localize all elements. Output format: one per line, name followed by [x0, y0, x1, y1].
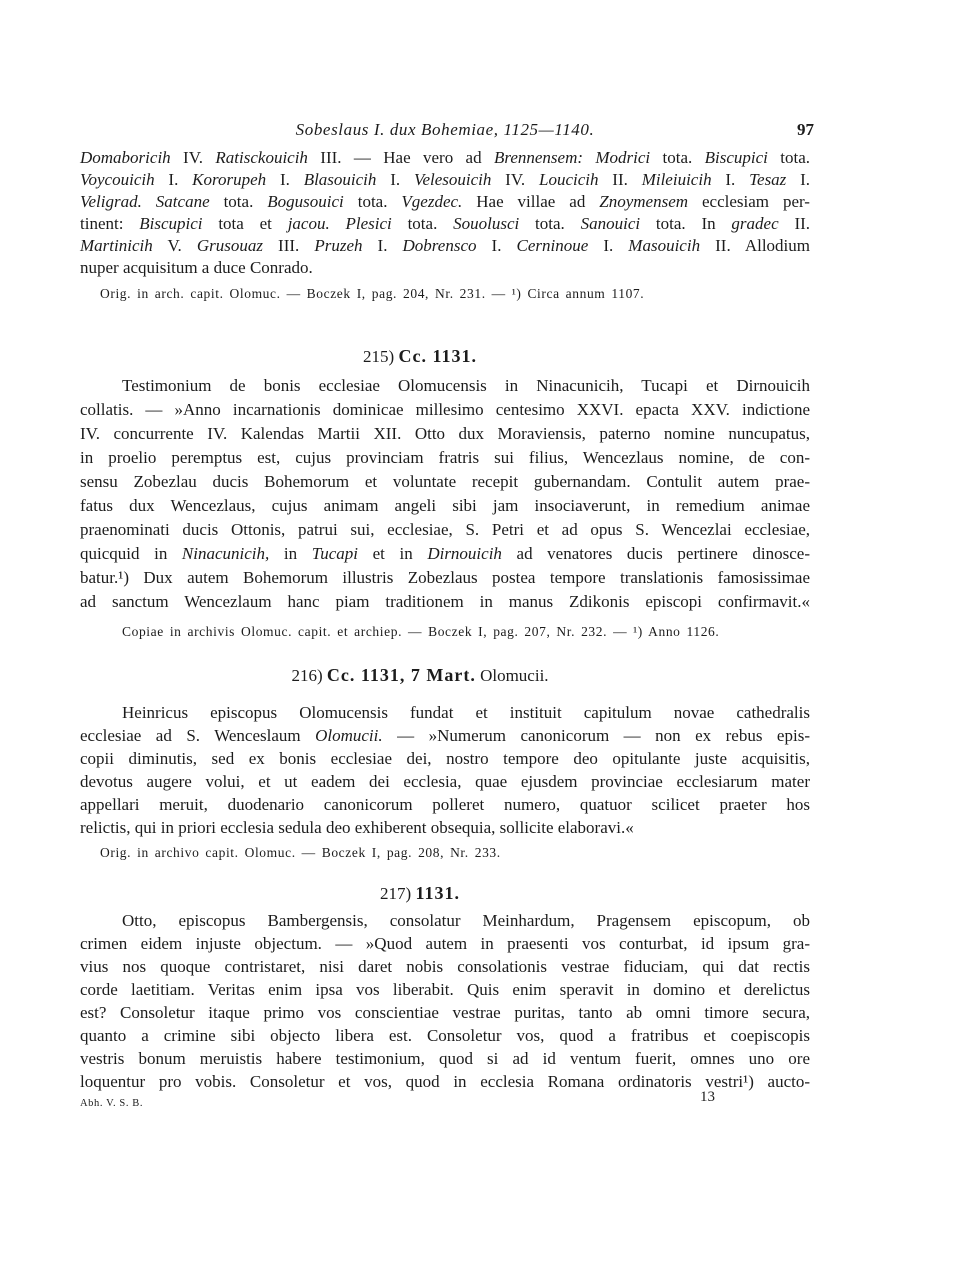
- text-segment: Olomucii.: [475, 666, 549, 685]
- text-segment: ecclesiam per-: [688, 192, 810, 211]
- text-line: [80, 191, 810, 213]
- text-segment: tota. In: [640, 214, 732, 233]
- text-line: [80, 978, 810, 1001]
- text-segment: III. — Hae vero ad: [307, 148, 494, 167]
- bold-text: 1131.: [415, 883, 460, 903]
- text-segment: est? Consoletur itaque primo vos conscientiae vestrae puritas, tanto ab omni timore secura,: [80, 1003, 810, 1022]
- text-segment: I.: [266, 170, 304, 189]
- text-segment: Otto, episcopus Bambergensis, consolatur Meinhardum, Pragensem episcopum, ob: [122, 911, 810, 930]
- text-segment: I.: [711, 170, 750, 189]
- italic-text: Znoymensem: [599, 192, 689, 211]
- text-line: [80, 169, 810, 191]
- italic-text: Voycouicih: [80, 170, 155, 189]
- text-segment: appellari meruit, duodenario canonicorum polleret numero, quatuor scilicet praeter hos: [80, 795, 810, 814]
- footer-signature: Abh. V. S. B.: [80, 1098, 144, 1109]
- text-line: [80, 494, 810, 518]
- text-segment: praenominati ducis Ottonis, patrui sui, ecclesiae, S. Petri et ad opus S. Wencezlai ecclesiae,: [80, 520, 810, 539]
- bold-text: Cc. 1131, 7 Mart.: [326, 665, 476, 685]
- italic-text: Blasouicih: [303, 170, 377, 189]
- italic-text: Souolusci: [453, 214, 520, 233]
- italic-text: Velesouicih: [413, 170, 492, 189]
- italic-text: jacou. Plesici: [287, 214, 392, 233]
- document-paragraph-216: [80, 701, 810, 839]
- italic-text: Pruzeh: [314, 236, 363, 255]
- text-segment: vius nos quoque contristaret, nisi daret nobis consolationis vestrae fiduciam, qui dat rectis: [80, 957, 810, 976]
- italic-text: Vgezdec.: [401, 192, 463, 211]
- text-segment: IV.: [491, 170, 539, 189]
- text-segment: II.: [598, 170, 642, 189]
- italic-text: Dobrensco: [402, 236, 477, 255]
- italic-text: Ratisckouicih: [215, 148, 308, 167]
- text-line: [80, 147, 810, 169]
- text-segment: in: [269, 544, 312, 563]
- text-line: [80, 1001, 810, 1024]
- text-segment: 215): [363, 347, 399, 366]
- text-segment: II. Allodium: [700, 236, 810, 255]
- document-heading-215: [80, 345, 760, 368]
- text-line: [80, 590, 810, 614]
- text-line: [80, 398, 810, 422]
- text-segment: vestris bonum meruistis habere testimonium, quod si ad id ventum fuerit, omnes uno ore: [80, 1049, 810, 1068]
- italic-text: Loucicih: [539, 170, 599, 189]
- text-segment: 217): [380, 884, 416, 903]
- italic-text: Brennensem: Modrici: [493, 148, 651, 167]
- text-segment: I.: [154, 170, 193, 189]
- document-paragraph-215: [80, 374, 810, 614]
- italic-text: Cerninoue: [516, 236, 589, 255]
- sheet-number: 13: [700, 1089, 715, 1105]
- text-segment: IV. concurrente IV. Kalendas Martii XII. Otto dux Moraviensis, paterno nomine nuncupatus,: [80, 424, 810, 443]
- text-segment: et in: [358, 544, 428, 563]
- text-segment: quanto a crimine sibi objecto libera est. Consoletur vos, quod a fratribus et coepiscopis: [80, 1026, 810, 1045]
- italic-text: Martinicih: [80, 236, 153, 255]
- document-heading-216: [80, 664, 760, 687]
- text-segment: I.: [362, 236, 403, 255]
- text-segment: I.: [786, 170, 811, 189]
- text-line: [80, 793, 810, 816]
- italic-text: Kororupeh: [192, 170, 267, 189]
- text-segment: tota.: [650, 148, 705, 167]
- text-segment: sensu Zobezlau ducis Bohemorum et voluntate recepit gubernandam. Contulit autem prae-: [80, 472, 810, 491]
- text-line: [80, 257, 810, 279]
- text-segment: III.: [262, 236, 315, 255]
- text-line: [80, 518, 810, 542]
- text-segment: batur.¹) Dux autem Bohemorum illustris Zobezlaus postea tempore translationis famosissimae: [80, 568, 810, 587]
- italic-text: Grusouaz: [196, 236, 263, 255]
- text-segment: I.: [588, 236, 629, 255]
- text-segment: quicquid in: [80, 544, 182, 563]
- text-line: [80, 909, 810, 932]
- text-segment: I.: [476, 236, 517, 255]
- text-line: [80, 770, 810, 793]
- text-segment: tinent:: [80, 214, 140, 233]
- document-heading-217: [80, 882, 760, 905]
- text-line: [80, 374, 810, 398]
- text-line: [80, 701, 810, 724]
- text-line: [80, 213, 810, 235]
- text-segment: fatus dux Wencezlaus, cujus animam angeli sibi jam insociaverunt, in remedium animae: [80, 496, 810, 515]
- text-line: [80, 932, 810, 955]
- italic-text: Mileiuicih: [641, 170, 712, 189]
- italic-text: Dirnouicih: [427, 544, 502, 563]
- text-segment: copii diminutis, sed ex bonis ecclesiae dei, nostro tempore deo opitulante juste acquisitis,: [80, 749, 810, 768]
- text-segment: IV.: [170, 148, 216, 167]
- text-line: [80, 1024, 810, 1047]
- italic-text: Biscupici: [704, 148, 768, 167]
- text-segment: ad venatores ducis pertinere dinosce-: [501, 544, 810, 563]
- text-segment: Hae villae ad: [462, 192, 600, 211]
- text-segment: Heinricus episcopus Olomucensis fundat et instituit capitulum novae cathedralis: [122, 703, 810, 722]
- text-segment: in proelio peremptus est, cujus provinciam fratris sui filius, Wencezlaus nomine, de con-: [80, 448, 810, 467]
- italic-text: Domaboricih: [80, 148, 171, 167]
- text-segment: 216): [291, 666, 327, 685]
- italic-text: gradec: [731, 214, 779, 233]
- text-segment: corde laetitiam. Veritas enim ipsa vos liberabit. Quis enim speravit in domino et derelictus: [80, 980, 810, 999]
- text-segment: II.: [778, 214, 811, 233]
- continuation-paragraph: [80, 147, 810, 279]
- text-segment: devotus augere volui, et ut eadem dei ecclesia, quae ejusdem provinciae ecclesiarum mater: [80, 772, 810, 791]
- text-segment: tota.: [343, 192, 402, 211]
- source-note: Copiae in archivis Olomuc. capit. et archiep. — Boczek I, pag. 207, Nr. 232. — ¹) Anno 1126.: [122, 624, 720, 639]
- source-note: Orig. in archivo capit. Olomuc. — Boczek I, pag. 208, Nr. 233.: [100, 845, 501, 860]
- text-segment: ecclesiae ad S. Wenceslaum: [80, 726, 316, 745]
- italic-text: Tesaz: [749, 170, 787, 189]
- italic-text: Biscupici: [139, 214, 203, 233]
- source-note: Orig. in arch. capit. Olomuc. — Boczek I, pag. 204, Nr. 231. — ¹) Circa annum 1107.: [100, 286, 645, 301]
- text-line: [80, 542, 810, 566]
- italic-text: Ninacunicih,: [181, 544, 270, 563]
- italic-text: Masouicih: [628, 236, 701, 255]
- text-line: [80, 422, 810, 446]
- text-segment: I.: [376, 170, 414, 189]
- text-segment: tota.: [391, 214, 454, 233]
- running-head: Sobeslaus I. dux Bohemiae, 1125—1140.: [295, 120, 595, 139]
- text-line: [80, 446, 810, 470]
- text-segment: tota.: [519, 214, 581, 233]
- text-segment: crimen eidem injuste objectum. — »Quod autem in praesenti vos conturbat, id ipsum gra-: [80, 934, 810, 953]
- text-line: [80, 566, 810, 590]
- text-segment: V.: [152, 236, 197, 255]
- text-line: [80, 747, 810, 770]
- document-paragraph-217: [80, 909, 810, 1093]
- italic-text: Veligrad. Satcane: [80, 192, 210, 211]
- text-line: [80, 816, 810, 839]
- italic-text: Sanouici: [580, 214, 641, 233]
- text-segment: relictis, qui in priori ecclesia sedula deo exhiberent obsequia, sollicite elaboravi.«: [80, 818, 634, 837]
- text-segment: — »Numerum canonicorum — non ex rebus epis-: [382, 726, 810, 745]
- text-segment: Testimonium de bonis ecclesiae Olomucensis in Ninacunicih, Tucapi et Dirnouicih: [122, 376, 810, 395]
- text-segment: tota.: [209, 192, 268, 211]
- text-segment: tota et: [202, 214, 288, 233]
- text-line: [80, 235, 810, 257]
- italic-text: Tucapi: [311, 544, 359, 563]
- text-segment: nuper acquisitum a duce Conrado.: [80, 258, 313, 277]
- text-segment: ad sanctum Wencezlaum hanc piam traditionem in manus Zdikonis episcopi confirmavit.«: [80, 592, 810, 611]
- text-segment: tota.: [767, 148, 811, 167]
- bold-text: Cc. 1131.: [398, 346, 477, 366]
- text-line: [80, 955, 810, 978]
- text-line: [80, 724, 810, 747]
- text-line: [80, 1047, 810, 1070]
- text-line: [80, 470, 810, 494]
- text-segment: loquentur pro vobis. Consoletur et vos, quod in ecclesia Romana ordinatoris vestri¹) aucto-: [80, 1072, 810, 1091]
- text-segment: collatis. — »Anno incarnationis dominicae millesimo centesimo XXVI. epacta XXV. indictione: [80, 400, 810, 419]
- italic-text: Olomucii.: [315, 726, 383, 745]
- page-number: 97: [797, 120, 814, 139]
- italic-text: Bogusouici: [267, 192, 344, 211]
